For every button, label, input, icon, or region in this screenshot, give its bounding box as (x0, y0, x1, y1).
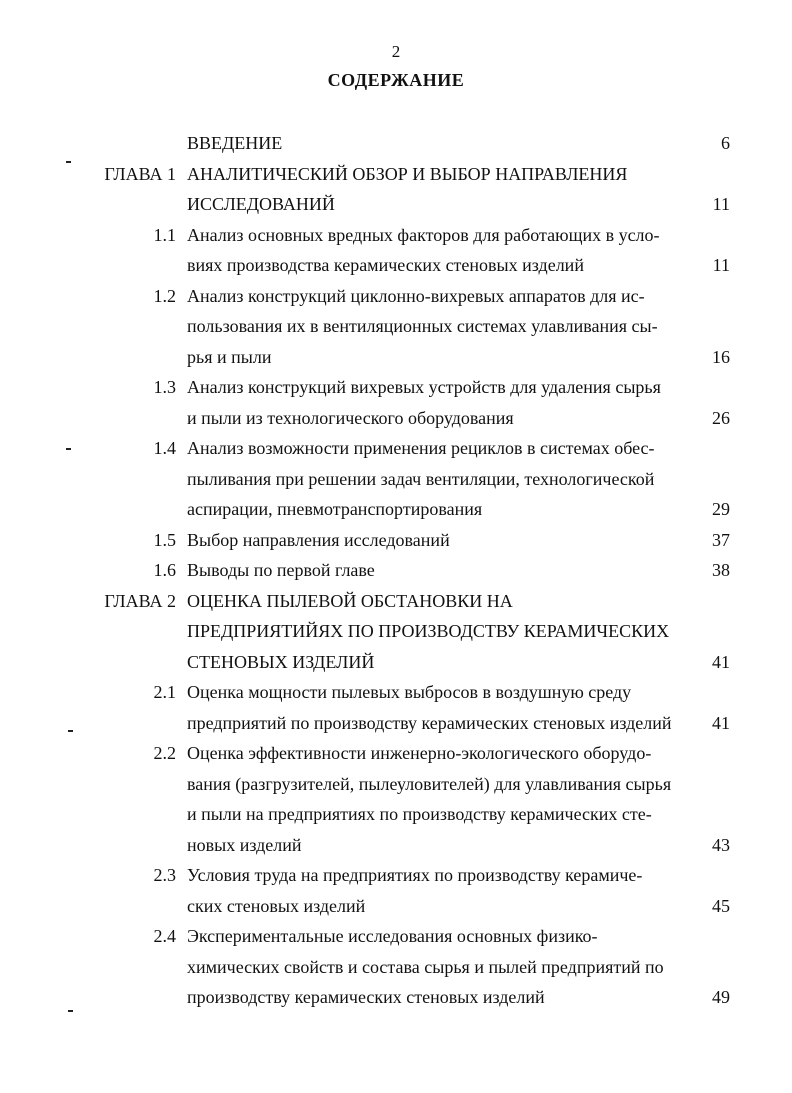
toc-entry[interactable] (0, 220, 792, 281)
toc-entry-title-line: предприятий по производству керамических стеновых изделий (187, 712, 672, 733)
toc-entry[interactable] (0, 372, 792, 433)
toc-entry-number: 1.5 (153, 529, 176, 550)
toc-entry-number: ГЛАВА 2 (104, 590, 176, 611)
toc-entry-title-line: ОЦЕНКА ПЫЛЕВОЙ ОБСТАНОВКИ НА (187, 590, 513, 611)
toc-entry-page: 37 (712, 529, 730, 550)
toc-entry[interactable] (0, 738, 792, 860)
toc-entry-title-line: рья и пыли (187, 346, 272, 367)
toc-entry-title-line: пользования их в вентиляционных системах улавливания сы- (187, 316, 658, 336)
toc-entry-page: 29 (712, 499, 730, 519)
page-title: СОДЕРЖАНИЕ (327, 70, 465, 90)
toc-entry[interactable] (0, 921, 792, 1013)
toc-entry-title-line: ских стеновых изделий (187, 895, 366, 916)
toc-entry[interactable] (0, 433, 792, 525)
toc-entry-title-line: и пыли из технологического оборудования (187, 407, 514, 428)
toc-entry-title-line: СТЕНОВЫХ ИЗДЕЛИЙ (187, 651, 375, 672)
toc-entry[interactable] (0, 555, 792, 586)
toc-entry-number: ГЛАВА 1 (104, 163, 176, 184)
toc-entry[interactable] (0, 281, 792, 373)
toc-entry-number: 1.3 (153, 377, 176, 397)
toc-entry-title-line: вания (разгрузителей, пылеуловителей) для улавливания сырья (187, 773, 672, 794)
toc-entry-title-line: Анализ конструкций циклонно-вихревых аппаратов для ис- (187, 285, 645, 306)
toc-entry-title-line: производству керамических стеновых изделий (187, 987, 545, 1007)
toc-entry-page: 45 (712, 895, 730, 916)
toc-entry-number: 2.1 (153, 682, 176, 702)
toc-entry-title-line: Оценка мощности пылевых выбросов в воздушную среду (187, 682, 632, 702)
toc-entry-page: 16 (712, 346, 730, 367)
toc-entry-title-line: Условия труда на предприятиях по производству керамиче- (187, 865, 643, 885)
toc-entry-number: 1.6 (153, 560, 176, 580)
toc-entry-page: 11 (712, 194, 730, 214)
toc-entry[interactable] (0, 677, 792, 738)
toc-entry[interactable] (0, 586, 792, 678)
toc-entry-title-line: Выбор направления исследований (187, 529, 450, 550)
toc-entry[interactable] (0, 159, 792, 220)
toc-entry[interactable] (0, 128, 792, 159)
toc-entry-title-line: АНАЛИТИЧЕСКИЙ ОБЗОР И ВЫБОР НАПРАВЛЕНИЯ (187, 163, 628, 184)
toc-entry-page: 38 (712, 560, 730, 580)
toc-entry-page: 6 (721, 133, 730, 153)
toc-entry-title-line: ВВЕДЕНИЕ (187, 133, 283, 153)
toc-entry-page: 26 (712, 407, 730, 428)
toc-entry-number: 2.3 (153, 865, 176, 885)
toc-entry-title-line: ПРЕДПРИЯТИЙЯХ ПО ПРОИЗВОДСТВУ КЕРАМИЧЕСКИХ (187, 621, 670, 641)
toc-entry-title-line: Оценка эффективности инженерно-экологического оборудо- (187, 743, 652, 763)
table-of-contents (0, 128, 792, 1013)
toc-entry-title-line: Выводы по первой главе (187, 560, 375, 580)
toc-entry-title-line: Анализ конструкций вихревых устройств для удаления сырья (187, 377, 661, 397)
toc-entry-number: 1.4 (153, 438, 176, 458)
toc-entry-title-line: Анализ возможности применения рециклов в системах обес- (187, 438, 655, 458)
toc-entry-title-line: аспирации, пневмотранспортирования (187, 499, 483, 519)
toc-entry[interactable] (0, 525, 792, 556)
toc-entry-page: 43 (712, 834, 730, 855)
toc-entry-title-line: Анализ основных вредных факторов для работающих в усло- (187, 224, 660, 245)
toc-entry-title-line: новых изделий (187, 834, 302, 855)
toc-entry-number: 2.2 (153, 743, 176, 763)
toc-entry-title-line: химических свойств и состава сырья и пылей предприятий по (187, 956, 664, 977)
toc-entry-number: 1.2 (153, 285, 176, 306)
toc-entry-title-line: и пыли на предприятиях по производству керамических сте- (187, 804, 652, 824)
toc-entry-title-line: ИССЛЕДОВАНИЙ (187, 194, 335, 214)
toc-entry-page: 41 (712, 651, 730, 672)
toc-entry-number: 2.4 (153, 926, 176, 946)
page-number: 2 (391, 42, 401, 61)
toc-entry-title-line: Экспериментальные исследования основных физико- (187, 926, 598, 946)
toc-entry-page: 41 (712, 712, 730, 733)
toc-entry-title-line: пыливания при решении задач вентиляции, технологической (187, 468, 655, 489)
toc-entry-page: 11 (712, 255, 730, 275)
toc-entry-number: 1.1 (153, 224, 176, 245)
toc-entry-title-line: виях производства керамических стеновых изделий (187, 255, 584, 275)
toc-entry[interactable] (0, 860, 792, 921)
toc-entry-page: 49 (712, 987, 730, 1007)
